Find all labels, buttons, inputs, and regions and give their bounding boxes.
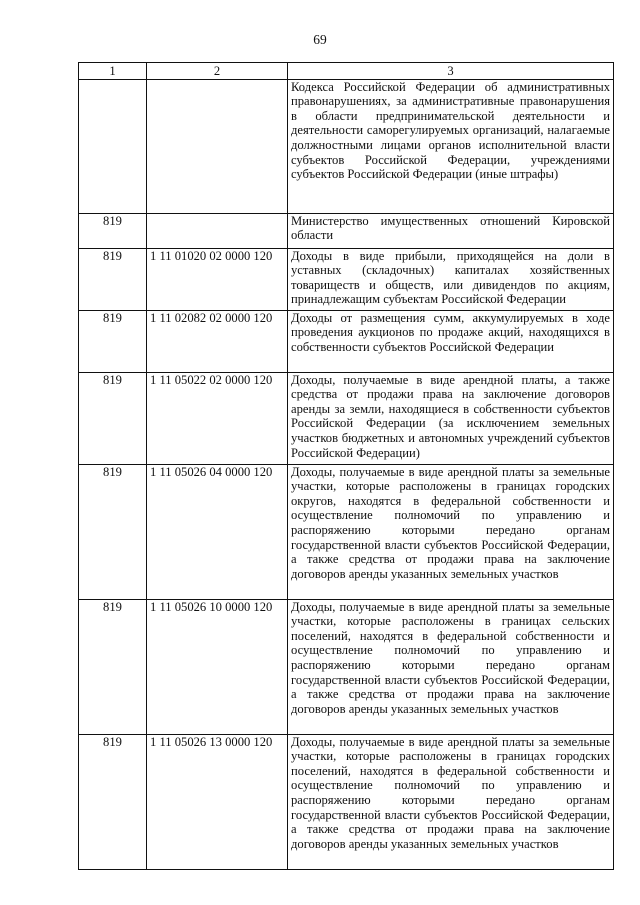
admin-code-cell: 819 bbox=[79, 372, 147, 464]
kbk-code-cell: 1 11 05022 02 0000 120 bbox=[147, 372, 288, 464]
kbk-code-cell: 1 11 05026 13 0000 120 bbox=[147, 734, 288, 869]
admin-code-cell: 819 bbox=[79, 248, 147, 310]
description-cell: Доходы, получаемые в виде арендной платы за земельные участки, которые расположены в границах сельских поселений, находятся в федеральной собственности и осуществление полномочий по управлению и распоряжению которыми передано органам государственной власти субъектов Российской Федерации, а также средства от продажи права на заключение договоров аренды указанных земельных участков bbox=[288, 599, 614, 734]
description-cell: Кодекса Российской Федерации об административных правонарушениях, за административные правонарушения в области предпринимательской деятельности и деятельности саморегулируемых организаций, налагаемые должностными лицами органов исполнительной власти субъектов Российской Федерации, учреждениями субъектов Российской Федерации (иные штрафы) bbox=[288, 79, 614, 213]
table-row bbox=[79, 213, 614, 248]
revenue-admin-table bbox=[78, 62, 614, 870]
kbk-code-cell bbox=[147, 79, 288, 213]
table-row bbox=[79, 599, 614, 734]
table-row bbox=[79, 734, 614, 869]
table-header-row bbox=[79, 63, 614, 80]
table-row bbox=[79, 310, 614, 372]
table-row bbox=[79, 79, 614, 213]
admin-code-cell: 819 bbox=[79, 599, 147, 734]
table-row bbox=[79, 248, 614, 310]
description-cell: Доходы, получаемые в виде арендной платы за земельные участки, которые расположены в границах городских округов, находятся в федеральной собственности и осуществление полномочий по управлению и распоряжению которыми передано органам государственной власти субъектов Российской Федерации, а также средства от продажи права на заключение договоров аренды указанных земельных участков bbox=[288, 464, 614, 599]
kbk-code-cell: 1 11 01020 02 0000 120 bbox=[147, 248, 288, 310]
description-cell: Министерство имущественных отношений Кировской области bbox=[288, 213, 614, 248]
admin-code-cell: 819 bbox=[79, 213, 147, 248]
admin-code-cell: 819 bbox=[79, 464, 147, 599]
description-cell: Доходы, получаемые в виде арендной платы, а также средства от продажи права на заключение договоров аренды за земли, находящиеся в собственности субъектов Российской Федерации (за исключением земельных участков бюджетных и автономных учреждений субъектов Российской Федерации) bbox=[288, 372, 614, 464]
kbk-code-cell: 1 11 05026 10 0000 120 bbox=[147, 599, 288, 734]
table-row bbox=[79, 464, 614, 599]
column-header-3: 3 bbox=[288, 63, 614, 80]
admin-code-cell bbox=[79, 79, 147, 213]
column-header-2: 2 bbox=[147, 63, 288, 80]
admin-code-cell: 819 bbox=[79, 734, 147, 869]
table-row bbox=[79, 372, 614, 464]
admin-code-cell: 819 bbox=[79, 310, 147, 372]
page-number: 69 bbox=[313, 32, 327, 47]
kbk-code-cell: 1 11 05026 04 0000 120 bbox=[147, 464, 288, 599]
column-header-1: 1 bbox=[79, 63, 147, 80]
kbk-code-cell: 1 11 02082 02 0000 120 bbox=[147, 310, 288, 372]
description-cell: Доходы от размещения сумм, аккумулируемых в ходе проведения аукционов по продаже акций, находящихся в собственности субъектов Российской Федерации bbox=[288, 310, 614, 372]
description-cell: Доходы, получаемые в виде арендной платы за земельные участки, которые расположены в границах городских поселений, находятся в федеральной собственности и осуществление полномочий по управлению и распоряжению которыми передано органам государственной власти субъектов Российской Федерации, а также средства от продажи права на заключение договоров аренды указанных земельных участков bbox=[288, 734, 614, 869]
description-cell: Доходы в виде прибыли, приходящейся на доли в уставных (складочных) капиталах хозяйственных товариществ и обществ, или дивидендов по акциям, принадлежащим субъектам Российской Федерации bbox=[288, 248, 614, 310]
kbk-code-cell bbox=[147, 213, 288, 248]
